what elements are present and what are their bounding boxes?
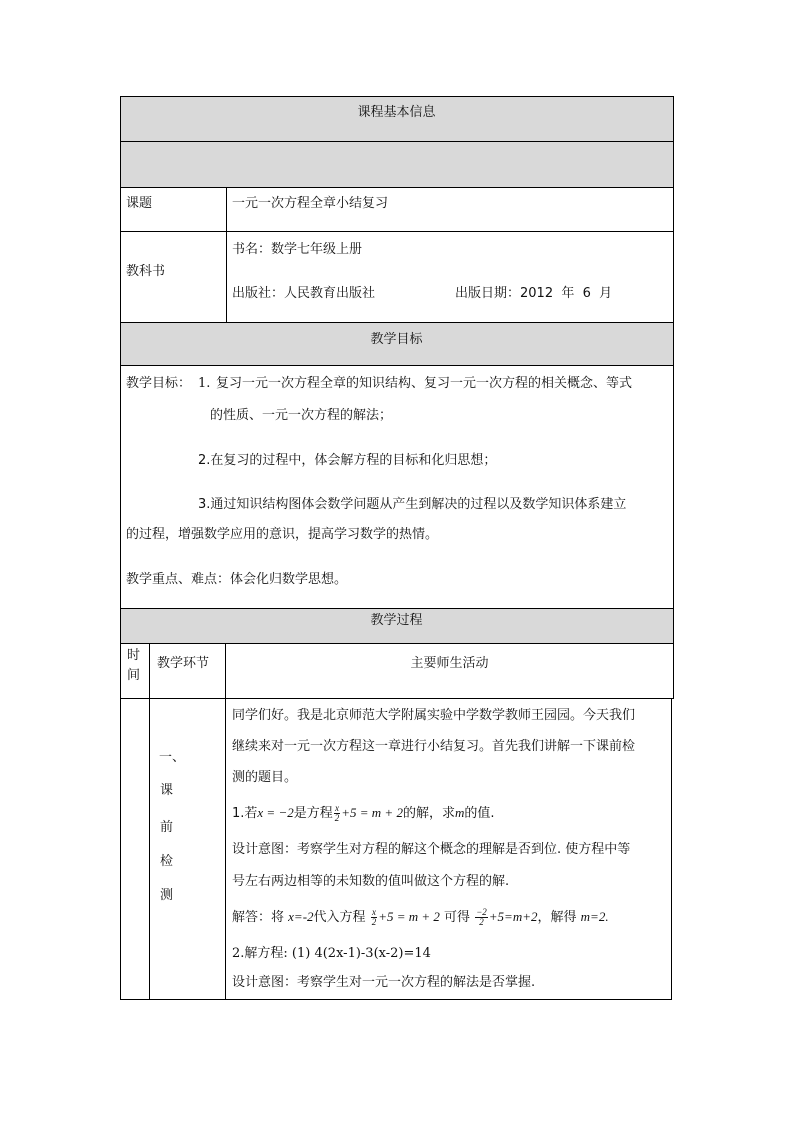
ans-gives: 可得 [444,910,471,925]
q1-variable: m [454,805,465,820]
objective-2: 2.在复习的过程中，体会解方程的目标和化归思想； [198,453,497,468]
col-stage: 教学环节 [157,656,210,671]
design-2: 设计意图：考察学生对一元一次方程的解法是否掌握. [232,975,536,990]
ans-frac2-den: 2 [479,917,484,927]
ans-fraction-1 [371,908,378,927]
intro-line-2: 继续来对一元一次方程这一章进行小结复习。首先我们讲解一下课前检 [232,739,636,754]
book-name: 书名：数学七年级上册 [232,242,363,257]
design-1-line-1: 设计意图：考察学生对方程的解这个概念的理解是否到位. 使方程中等 [232,842,631,857]
ans-substitution: x=-2 [288,909,314,924]
key-points: 教学重点、难点：体会化归数学思想。 [126,572,348,587]
topic-label: 课题 [126,196,153,211]
objectives-label: 教学目标： [126,376,192,391]
textbook-label: 教科书 [126,264,166,279]
ans-mid: 代入方程 [313,910,366,925]
publisher: 出版社：人民教育出版社 [232,286,376,301]
answer-1 [232,907,609,928]
ans-result: m=2. [580,909,609,924]
q1-tail: 的解，求 [402,806,455,821]
q1-condition: x = −2 [257,805,294,820]
question-1 [232,803,495,824]
topic-value: 一元一次方程全章小结复习 [232,196,389,211]
question-2: 2.解方程: (1) 4(2x-1)-3(x-2)=14 [232,946,431,961]
q1-prefix: 1.若 [232,806,258,821]
ans-fraction-2 [475,908,488,927]
objectives-heading: 教学目标 [370,332,423,347]
ans-frac2-num: −2 [476,907,487,917]
publish-date: 出版日期：2012 年 6 月 [455,286,613,301]
process-heading: 教学过程 [370,613,423,628]
objective-1-line-1: 复习一元一次方程全章的知识结构、复习一元一次方程的相关概念、等式 [216,376,633,391]
objective-1-line-2: 的性质、一元一次方程的解法； [210,408,393,423]
design-1-line-2: 号左右两边相等的未知数的值叫做这个方程的解. [232,874,510,889]
ans-equation-2: +5=m+2 [488,909,538,924]
stage-char-5: 测 [160,888,174,903]
q1-mid: 是方程 [293,806,333,821]
col-activity: 主要师生活动 [410,656,489,671]
q1-frac-den: 2 [334,813,340,823]
intro-line-1: 同学们好。我是北京师范大学附属实验中学数学教师王园园。今天我们 [232,708,636,723]
stage-char-2: 课 [160,783,174,798]
objective-3-line-1: 3.通过知识结构图体会数学问题从产生到解决的过程以及数学知识体系建立 [198,497,627,512]
objective-1-number: 1. [198,376,211,391]
col-time-2: 间 [127,668,141,683]
stage-char-1: 一、 [159,750,186,765]
stage-char-3: 前 [160,820,174,835]
basic-info-heading: 课程基本信息 [357,105,436,120]
q1-equation: +5 = m + 2 [341,805,403,820]
q1-end: 的值. [464,806,495,821]
empty-gray-band [120,141,673,187]
ans-solve: ，解得 [537,910,577,925]
ans-prefix: 解答：将 [232,910,285,925]
q1-frac-num: x [335,803,339,813]
intro-line-3: 测的题目。 [232,770,298,785]
ans-frac1-den: 2 [371,917,377,927]
stage-char-4: 检 [160,854,174,869]
ans-equation-1: +5 = m + 2 [378,909,440,924]
objective-3-line-2: 的过程，增强数学应用的意识，提高学习数学的热情。 [126,527,439,542]
col-time-1: 时 [127,648,141,663]
q1-fraction [334,804,341,823]
ans-frac1-num: x [371,907,376,917]
